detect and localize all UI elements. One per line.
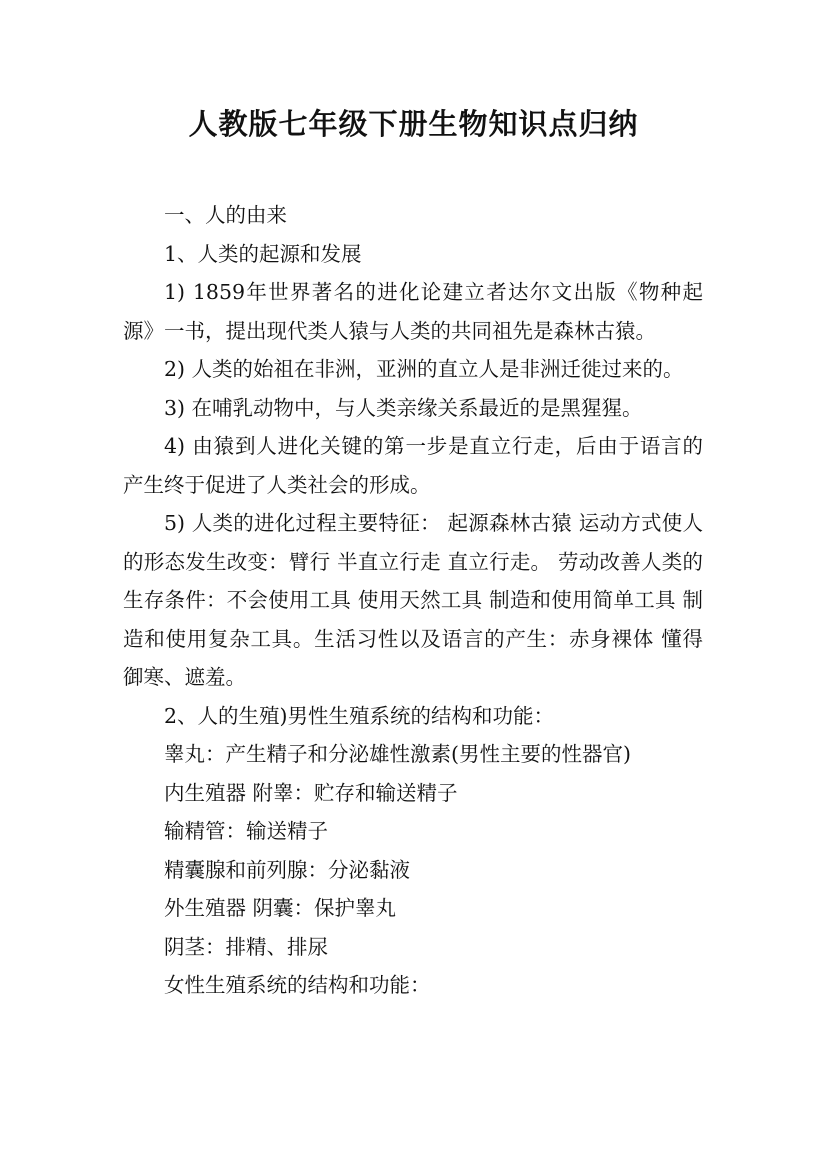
document-title: 人教版七年级下册生物知识点归纳 bbox=[188, 107, 639, 141]
list-line: 外生殖器 阴囊：保护睾丸 bbox=[164, 896, 397, 920]
list-line: 精囊腺和前列腺：分泌黏液 bbox=[164, 857, 410, 882]
list-line: 女性生殖系统的结构和功能： bbox=[164, 973, 431, 997]
list-line: 睾丸：产生精子和分泌雄性激素(男性主要的性器官) bbox=[164, 742, 631, 766]
subsection-heading: 1、人类的起源和发展 bbox=[164, 241, 362, 266]
paragraph: 1) 1859年世界著名的进化论建立者达尔文出版《物种起源》一书，提出现代类人猿与人类的共同祖先是森林古猿。 bbox=[123, 280, 703, 343]
list-line: 内生殖器 附睾：贮存和输送精子 bbox=[164, 780, 458, 805]
paragraph: 5) 人类的进化过程主要特征： 起源森林古猿 运动方式使人的形态发生改变：臂行 半直立行走 直立行走。 劳动改善人类的生存条件：不会使用工具 使用天然工具 制造和使用简单工具 制造和使用复杂工具。生活习性以及语言的产生：赤身裸体 懂得御寒、遮羞。 bbox=[123, 511, 703, 689]
paragraph: 4) 由猿到人进化关键的第一步是直立行走，后由于语言的产生终于促进了人类社会的形成。 bbox=[123, 434, 703, 497]
document-body bbox=[123, 196, 703, 1005]
paragraph: 2) 人类的始祖在非洲，亚洲的直立人是非洲迁徙过来的。 bbox=[164, 357, 684, 381]
list-line: 输精管：输送精子 bbox=[164, 819, 328, 843]
list-line: 阴茎：排精、排尿 bbox=[164, 934, 328, 959]
paragraph: 3) 在哺乳动物中，与人类亲缘关系最近的是黑猩猩。 bbox=[164, 395, 643, 420]
subsection-heading: 2、人的生殖)男性生殖系统的结构和功能： bbox=[164, 703, 555, 728]
section-heading: 一、人的由来 bbox=[164, 203, 287, 227]
